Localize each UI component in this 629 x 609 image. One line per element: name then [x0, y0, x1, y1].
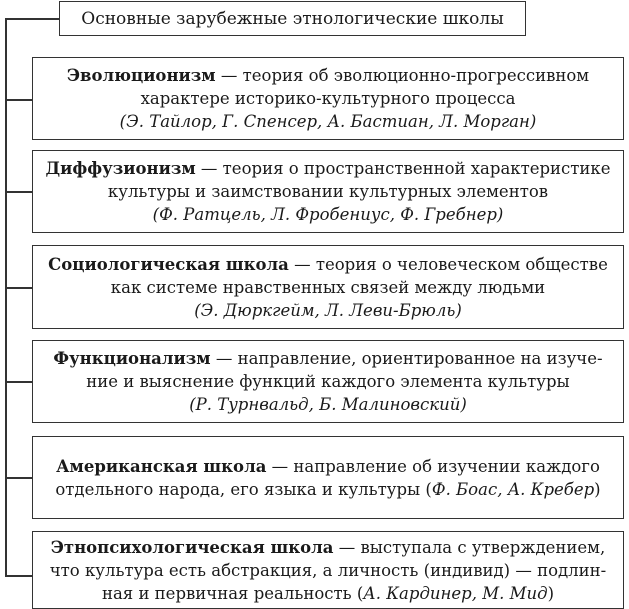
school-box-sociological: [32, 245, 624, 329]
school-box-american: [32, 436, 624, 519]
connector-5: [5, 477, 32, 479]
connector-6: [5, 575, 32, 577]
school-box-diffusionism: [32, 150, 624, 233]
school-name: Эволюционизм: [66, 66, 216, 85]
school-text: Американская школа — направление об изучении каждого отдельного народа, его языка и культуры (Ф. Боас, А. Кребер): [55, 456, 601, 499]
connector-3: [5, 287, 32, 289]
diagram-title: Основные зарубежные этнологические школы: [59, 1, 526, 36]
school-box-evolutionism: [32, 57, 624, 140]
school-text: Этнопсихологическая школа — выступала с утверждением, что культура есть абстракция, а личность (индивид) — подлин- ная и первичная реальность (А. Кардинер, М. Мид): [49, 537, 607, 603]
school-authors: А. Кардинер, М. Мид: [363, 583, 548, 603]
school-text: Функционализм — направление, ориентированное на изуче- ние и выяснение функций каждого элемента культуры (Р. Турнвальд, Б. Малиновский): [53, 349, 603, 414]
school-text: Диффузионизм — теория о пространственной характеристике культуры и заимствовании культурных элементов (Ф. Ратцель, Л. Фробениус, Ф. Гребнер): [45, 159, 611, 224]
school-authors: Ф. Боас, А. Кребер: [431, 479, 595, 499]
school-name: Функционализм: [53, 349, 211, 368]
school-text: Социологическая школа — теория о человеческом обществе как системе нравственных связей между людьми (Э. Дюркгейм, Л. Леви-Брюль): [48, 254, 608, 320]
school-authors: (Э. Дюркгейм, Л. Леви-Брюль): [194, 300, 462, 320]
school-name: Социологическая школа: [48, 254, 289, 274]
school-authors: (Ф. Ратцель, Л. Фробениус, Ф. Гребнер): [152, 205, 504, 224]
school-text: Эволюционизм — теория об эволюционно-прогрессивном характере историко-культурного процесса (Э. Тайлор, Г. Спенсер, А. Бастиан, Л. Морган): [66, 66, 590, 131]
school-name: Американская школа: [56, 456, 267, 476]
school-box-ethnopsychological: [32, 531, 624, 609]
connector-2: [5, 191, 32, 193]
connector-4: [5, 381, 32, 383]
connector-title: [5, 18, 59, 20]
school-name: Диффузионизм: [45, 159, 196, 178]
school-name: Этнопсихологическая школа: [50, 537, 334, 557]
school-authors: (Э. Тайлор, Г. Спенсер, А. Бастиан, Л. Морган): [119, 112, 537, 131]
school-box-functionalism: [32, 340, 624, 423]
connector-1: [5, 99, 32, 101]
connector-spine: [5, 18, 7, 576]
school-authors: (Р. Турнвальд, Б. Малиновский): [189, 395, 467, 414]
